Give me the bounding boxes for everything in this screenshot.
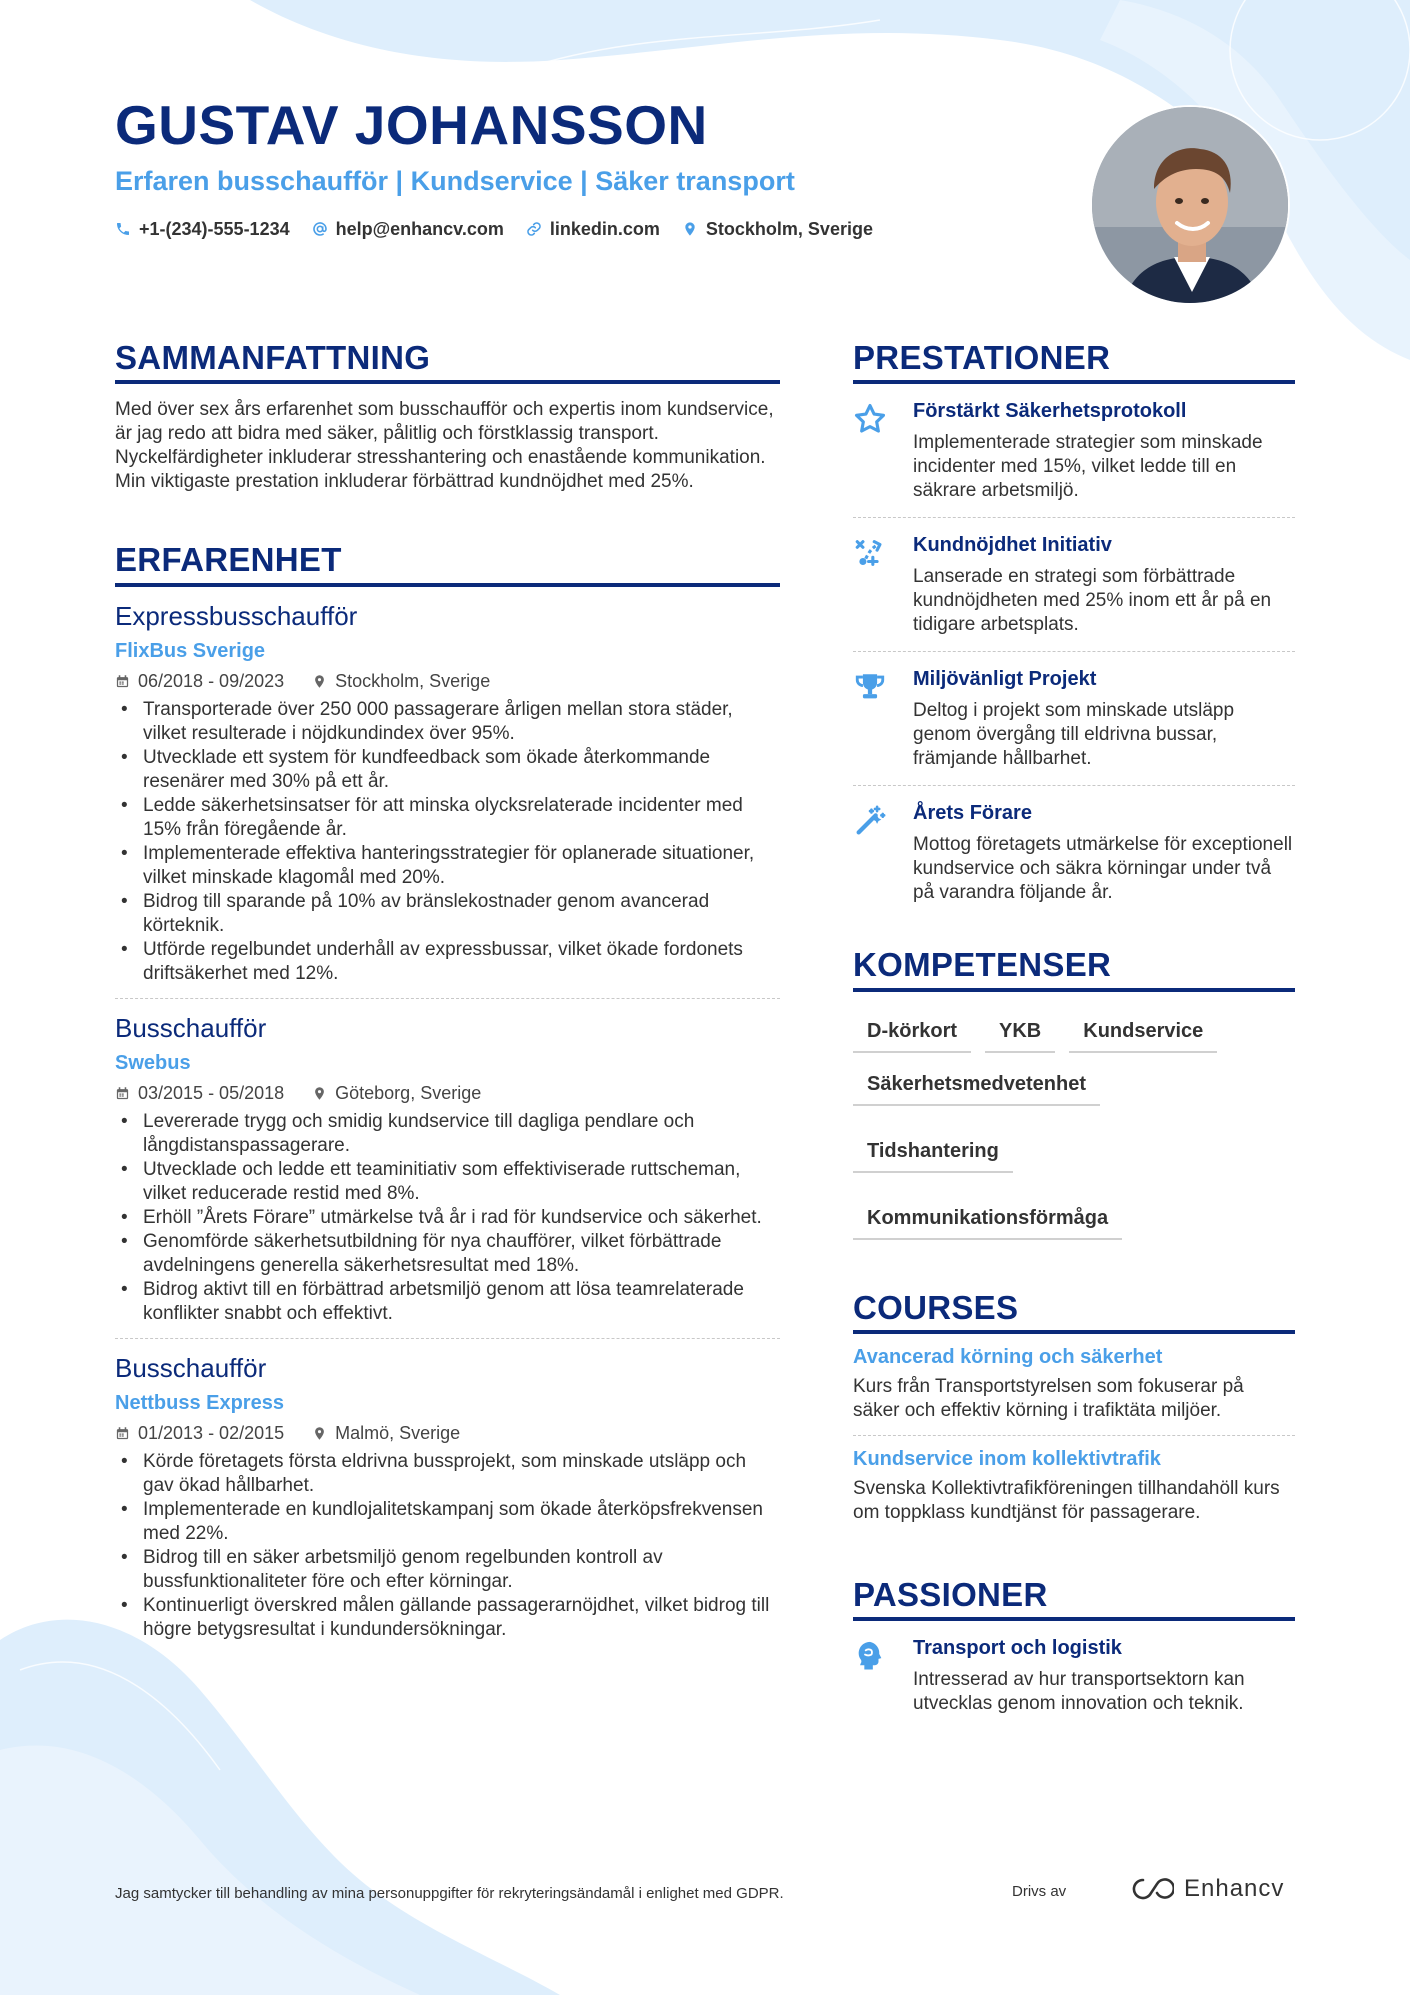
achievement-item [853, 652, 1295, 786]
job-bullet: • Bidrog till en säker arbetsmiljö genom regelbunden kontroll av bussfunktionaliteter före och efter körningar. [115, 1546, 780, 1594]
job-entry [115, 1353, 780, 1642]
achievement-desc: Lanserade en strategi som förbättrade kundnöjdheten med 25% inom ett år på en tidigare arbetsplats. [913, 566, 1272, 636]
job-role: Expressbusschaufför [115, 600, 358, 631]
job-location-text: Stockholm, Sverige [335, 670, 491, 691]
achievements-heading: PRESTATIONER [853, 340, 1295, 384]
experience-heading: ERFARENHET [115, 542, 780, 586]
location-pin-icon [312, 1426, 327, 1441]
passion-item [853, 1621, 1295, 1730]
job-bullet: • Utvecklade ett system för kundfeedback som ökade återkommande resenärer med 30% på ett år. [115, 746, 780, 794]
job-bullet: • Implementerade effektiva hanteringsstrategier för oplanerade situationer, vilket minskade klagomål med 20%. [115, 842, 780, 890]
job-dates-text: 01/2013 - 02/2015 [138, 1423, 285, 1444]
job-meta [115, 1083, 780, 1104]
job-dates [115, 1423, 284, 1444]
enhancv-logo-icon [1130, 1876, 1174, 1902]
enhancv-logo[interactable] [1130, 1875, 1284, 1903]
achievement-title: Förstärkt Säkerhetsprotokoll [913, 400, 1187, 423]
skill-tag: D-körkort [853, 1014, 971, 1053]
passions-heading: PASSIONER [853, 1577, 1295, 1621]
contact-linkedin[interactable] [526, 219, 660, 240]
right-column [853, 340, 1295, 1730]
course-item [853, 1436, 1295, 1537]
enhancv-logo-text: Enhancv [1184, 1875, 1285, 1902]
skill-tag: Säkerhetsmedvetenhet [853, 1067, 1100, 1106]
course-item [853, 1334, 1295, 1436]
achievement-title: Miljövänligt Projekt [913, 668, 1097, 691]
course-title: Kundservice inom kollektivtrafik [853, 1447, 1161, 1470]
left-column [115, 340, 780, 1642]
calendar-icon [115, 1086, 130, 1101]
job-bullet: • Körde företagets första eldrivna bussprojekt, som minskade utsläpp och gav ökad hållbarhet. [115, 1450, 780, 1498]
courses-heading: COURSES [853, 1290, 1295, 1334]
phone-text: +1-(234)-555-1234 [139, 218, 290, 239]
job-dates-text: 06/2018 - 09/2023 [138, 670, 285, 691]
achievement-title: Kundnöjdhet Initiativ [913, 534, 1112, 557]
achievement-desc: Mottog företagets utmärkelse för exceptionell kundservice och säkra körningar under två på varandra följande år. [913, 834, 1293, 904]
job-bullets [115, 698, 780, 986]
job-location-text: Malmö, Sverige [335, 1423, 461, 1444]
courses-section [853, 1290, 1295, 1537]
skill-tag: Kundservice [1069, 1014, 1217, 1053]
job-dates [115, 1083, 284, 1104]
location-pin-icon [312, 674, 327, 689]
location-pin-icon [682, 221, 698, 237]
summary-heading: SAMMANFATTNING [115, 340, 780, 384]
experience-section [115, 542, 780, 1642]
achievements-section [853, 340, 1295, 919]
achievement-item [853, 518, 1295, 652]
skill-tag: Tidshantering [853, 1134, 1013, 1173]
skills-section [853, 947, 1295, 1239]
magic-wand-icon [853, 804, 887, 838]
skills-list [853, 1014, 1295, 1240]
gdpr-consent: Jag samtycker till behandling av mina personuppgifter för rekryteringsändamål i enlighet med GDPR. [115, 1885, 784, 1902]
background-shape-bottom [0, 1580, 560, 1995]
summary-section [115, 340, 780, 494]
calendar-icon [115, 1426, 130, 1441]
job-meta [115, 1423, 780, 1444]
course-desc: Svenska Kollektivtrafikföreningen tillhandahöll kurs om toppklass kundtjänst för passagerare. [853, 1477, 1280, 1523]
job-bullets [115, 1110, 780, 1326]
strategy-icon [853, 536, 887, 570]
job-bullet: • Bidrog till sparande på 10% av bränslekostnader genom avancerad körteknik. [115, 890, 780, 938]
job-company: FlixBus Sverige [115, 639, 266, 662]
achievement-title: Årets Förare [913, 802, 1032, 825]
job-bullet: • Transporterade över 250 000 passagerare årligen mellan stora städer, vilket resulterade i nöjdkundindex över 95%. [115, 698, 780, 746]
candidate-name: GUSTAV JOHANSSON [115, 94, 708, 156]
job-bullet: • Erhöll ”Årets Förare” utmärkelse två år i rad för kundservice och säkerhet. [115, 1206, 780, 1230]
job-location [312, 671, 490, 692]
candidate-title: Erfaren busschaufför | Kundservice | Säker transport [115, 165, 795, 196]
job-bullet: • Levererade trygg och smidig kundservice till dagliga pendlare och långdistanspassagerare. [115, 1110, 780, 1158]
email-text: help@enhancv.com [335, 218, 504, 239]
location-pin-icon [312, 1086, 327, 1101]
job-location [312, 1083, 481, 1104]
skill-tag: YKB [985, 1014, 1055, 1053]
job-dates-text: 03/2015 - 05/2018 [138, 1082, 285, 1103]
achievement-desc: Implementerade strategier som minskade incidenter med 15%, vilket ledde till en säkrare arbetsmiljö. [913, 432, 1263, 502]
job-bullet: • Utvecklade och ledde ett teaminitiativ som effektiviserade ruttscheman, vilket reducerade restid med 8%. [115, 1158, 780, 1206]
job-location-text: Göteborg, Sverige [335, 1082, 482, 1103]
job-entry [115, 1013, 780, 1339]
contact-row [115, 219, 1015, 240]
passion-desc: Intresserad av hur transportsektorn kan utvecklas genom innovation och teknik. [913, 1669, 1245, 1715]
skills-heading: KOMPETENSER [853, 947, 1295, 991]
job-bullet: • Ledde säkerhetsinsatser för att minska olycksrelaterade incidenter med 15% från föregående år. [115, 794, 780, 842]
job-bullet: • Genomförde säkerhetsutbildning för nya chaufförer, vilket förbättrade avdelningens generella säkerhetsresultat med 18%. [115, 1230, 780, 1278]
job-entry [115, 601, 780, 999]
job-bullet: • Kontinuerligt överskred målen gällande passagerarnöjdhet, vilket bidrog till högre betygsresultat i kundundersökningar. [115, 1594, 780, 1642]
powered-by-label: Drivs av [1012, 1883, 1067, 1900]
head-brain-icon [853, 1639, 887, 1673]
job-dates [115, 671, 284, 692]
job-role: Busschaufför [115, 1012, 267, 1043]
job-bullet: • Implementerade en kundlojalitetskampanj som ökade återköpsfrekvensen med 22%. [115, 1498, 780, 1546]
skill-tag: Kommunikationsförmåga [853, 1201, 1122, 1240]
job-role: Busschaufför [115, 1352, 267, 1383]
contact-email[interactable] [312, 219, 504, 240]
job-divider [115, 998, 780, 999]
linkedin-text: linkedin.com [549, 218, 660, 239]
passions-section [853, 1577, 1295, 1730]
job-divider [115, 1338, 780, 1339]
job-bullet: • Utförde regelbundet underhåll av expressbussar, vilket ökade fordonets driftsäkerhet med 12%. [115, 938, 780, 986]
profile-photo [1090, 105, 1290, 305]
achievement-item [853, 786, 1295, 919]
contact-phone[interactable] [115, 219, 290, 240]
resume-header [115, 95, 1015, 240]
contact-location [682, 219, 873, 240]
achievement-desc: Deltog i projekt som minskade utsläpp genom övergång till eldrivna bussar, främjande hållbarhet. [913, 700, 1235, 770]
link-icon [526, 221, 542, 237]
achievement-item [853, 384, 1295, 518]
at-icon [312, 221, 328, 237]
course-title: Avancerad körning och säkerhet [853, 1345, 1163, 1368]
passion-title: Transport och logistik [913, 1637, 1122, 1660]
phone-icon [115, 221, 131, 237]
star-icon [853, 402, 887, 436]
location-text: Stockholm, Sverige [705, 218, 873, 239]
job-company: Swebus [115, 1051, 191, 1074]
job-meta [115, 671, 780, 692]
course-desc: Kurs från Transportstyrelsen som fokuserar på säker och effektiv körning i trafiktäta miljöer. [853, 1375, 1244, 1421]
calendar-icon [115, 674, 130, 689]
job-company: Nettbuss Express [115, 1392, 284, 1415]
trophy-icon [853, 670, 887, 704]
job-bullets [115, 1450, 780, 1642]
job-bullet: • Bidrog aktivt till en förbättrad arbetsmiljö genom att lösa teamrelaterade konflikter snabbt och effektivt. [115, 1278, 780, 1326]
summary-text: Med över sex års erfarenhet som busschaufför och expertis inom kundservice, är jag redo att bidra med säker, pålitlig och förstklassig transport. Nyckelfärdigheter inkluderar stresshantering och enastående kommunikation. Min viktigaste prestation inkluderar förbättrad kundnöjdhet med 25%. [115, 399, 774, 493]
job-location [312, 1423, 460, 1444]
